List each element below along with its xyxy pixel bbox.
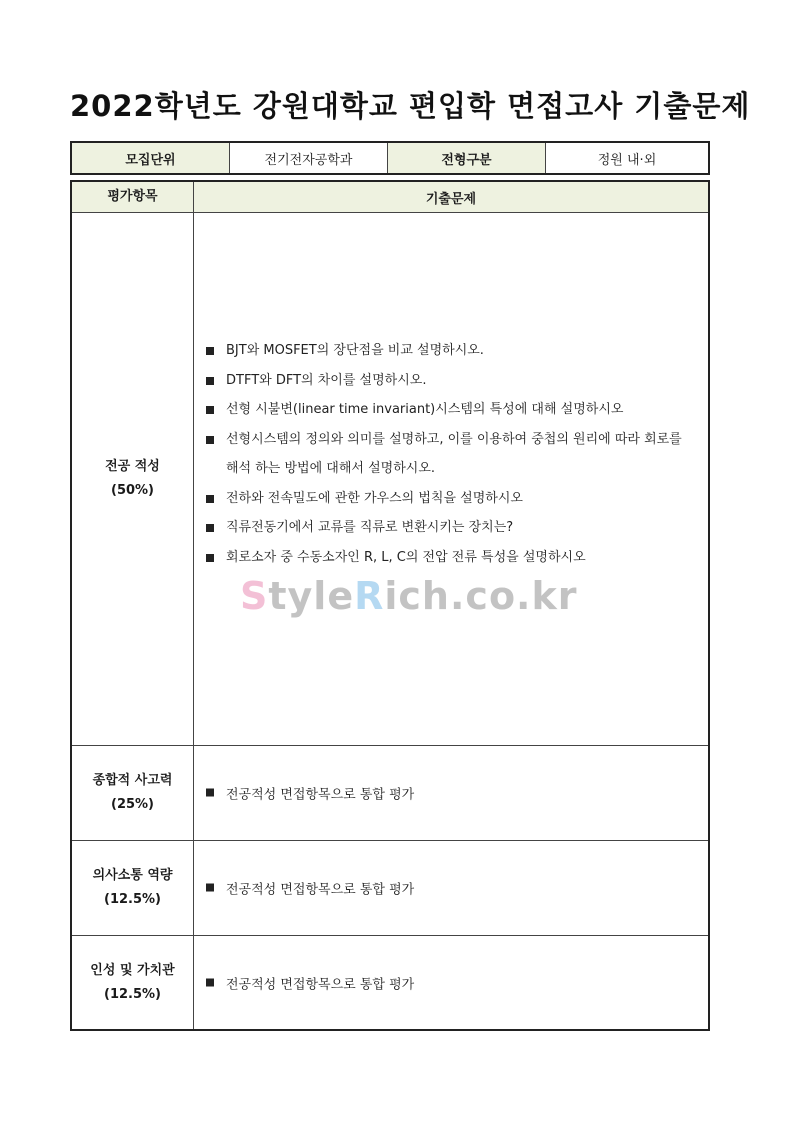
square-bullet-icon xyxy=(206,789,214,797)
eval-item-cell xyxy=(72,936,194,1029)
questions-cell xyxy=(194,841,708,935)
table-row xyxy=(72,841,708,936)
square-bullet-icon xyxy=(206,347,214,355)
unit-value: 전기전자공학과 xyxy=(230,143,388,173)
eval-item-cell xyxy=(72,841,194,935)
list-item: 전공적성 면접항목으로 통합 평가 xyxy=(206,973,414,992)
list-item: BJT와 MOSFET의 장단점을 비교 설명하시오. xyxy=(206,336,698,366)
eval-item-name: 종합적 사고력 xyxy=(92,773,173,788)
list-item: 전하와 전속밀도에 관한 가우스의 법칙을 설명하시오 xyxy=(206,484,698,514)
type-value: 정원 내·외 xyxy=(597,152,657,168)
eval-item-weight: (12.5%) xyxy=(104,986,161,1002)
questions-cell xyxy=(194,213,708,745)
header-eval-item: 평가항목 xyxy=(72,182,194,212)
type-label: 전형구분 xyxy=(388,143,546,173)
square-bullet-icon xyxy=(206,884,214,892)
list-item: 회로소자 중 수동소자인 R, L, C의 전압 전류 특성을 설명하시오 xyxy=(206,543,698,573)
square-bullet-icon xyxy=(206,406,214,414)
list-item: 전공적성 면접항목으로 통합 평가 xyxy=(206,879,414,898)
table-row xyxy=(72,746,708,841)
square-bullet-icon xyxy=(206,524,214,532)
eval-item-cell xyxy=(72,746,194,840)
list-item: 선형시스템의 정의와 의미를 설명하고, 이를 이용하여 중첩의 원리에 따라 회로를 해석 하는 방법에 대해서 설명하시오. xyxy=(206,425,698,484)
eval-item-weight: (50%) xyxy=(111,483,154,498)
questions-cell xyxy=(194,936,708,1029)
watermark-logo: StyleRich.co.kr xyxy=(240,574,578,618)
list-item: 전공적성 면접항목으로 통합 평가 xyxy=(206,784,414,803)
list-item: 선형 시불변(linear time invariant)시스템의 특성에 대해 설명하시오 xyxy=(206,395,698,425)
eval-item-cell xyxy=(72,213,194,745)
info-table xyxy=(70,141,710,175)
table-row xyxy=(72,213,708,746)
question-list xyxy=(206,336,698,572)
square-bullet-icon xyxy=(206,377,214,385)
table-header-row xyxy=(72,182,708,213)
unit-label: 모집단위 xyxy=(72,143,230,173)
square-bullet-icon xyxy=(206,495,214,503)
list-item: 직류전동기에서 교류를 직류로 변환시키는 장치는? xyxy=(206,513,698,543)
table-row xyxy=(72,936,708,1029)
square-bullet-icon xyxy=(206,978,214,986)
header-questions: 기출문제 xyxy=(194,182,708,212)
questions-cell xyxy=(194,746,708,840)
list-item: DTFT와 DFT의 차이를 설명하시오. xyxy=(206,366,698,396)
eval-item-weight: (12.5%) xyxy=(104,892,161,907)
eval-item-name: 전공 적성 xyxy=(105,459,160,474)
eval-item-weight: (25%) xyxy=(111,797,154,812)
square-bullet-icon xyxy=(206,436,214,444)
square-bullet-icon xyxy=(206,554,214,562)
eval-item-name: 인성 및 가치관 xyxy=(90,962,175,978)
page-title: 2022학년도 강원대학교 편입학 면접고사 기출문제 xyxy=(70,89,751,123)
eval-item-name: 의사소통 역량 xyxy=(92,868,173,883)
